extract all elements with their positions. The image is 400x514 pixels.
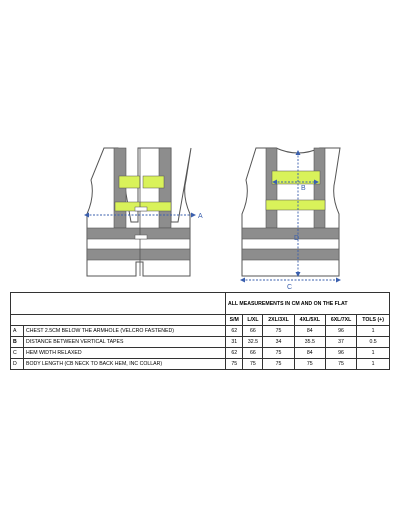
back-upper-horizontal-band [242,228,339,239]
row-value: 35.5 [294,337,325,348]
vest-front-view [84,148,203,276]
table-row [11,326,390,337]
measure-a-label: A [198,213,203,220]
table-title-blank-cell [11,293,226,315]
measure-a-arrow-right [191,213,196,218]
row-value: 75 [226,359,243,370]
measure-c-arrow-left [240,278,245,283]
back-right-vertical-tape [314,148,325,228]
row-value: 62 [226,348,243,359]
measure-c-label: C [287,284,293,290]
size-header: 6XL/7XL [325,315,356,326]
size-header-blank-cell [11,315,226,326]
row-value: 37 [325,337,356,348]
row-value: 66 [243,326,263,337]
tolerance-header: TOLS (+) [357,315,390,326]
row-key: A [11,326,24,337]
row-value: 75 [243,359,263,370]
front-velcro-tab-bottom [135,235,147,239]
row-tolerance: 1 [357,348,390,359]
size-header: S/M [226,315,243,326]
row-description: HEM WIDTH RELAXED [24,348,226,359]
row-key: C [11,348,24,359]
front-lower-horizontal-band [87,249,190,260]
row-value: 84 [294,326,325,337]
row-value: 31 [226,337,243,348]
row-value: 75 [325,359,356,370]
front-right-fluorescent-panel [143,176,164,188]
vest-diagrams [0,130,400,290]
table-title: ALL MEASUREMENTS IN CM AND ON THE FLAT [226,293,390,315]
row-key: B [11,337,24,348]
row-value: 96 [325,326,356,337]
front-velcro-tab-top [135,207,147,211]
table-size-header-row [11,315,390,326]
row-value: 75 [263,326,294,337]
table-row [11,348,390,359]
row-value: 34 [263,337,294,348]
measure-c-arrow-right [336,278,341,283]
vest-back-view [240,148,341,290]
row-key: D [11,359,24,370]
row-value: 75 [263,359,294,370]
row-tolerance: 1 [357,359,390,370]
measure-d-label: D [294,235,300,242]
back-lower-horizontal-band [242,249,339,260]
table-title-row [11,293,390,315]
table-row [11,359,390,370]
row-value: 62 [226,326,243,337]
table-row [11,337,390,348]
measure-b-label: B [301,185,306,192]
row-tolerance: 1 [357,326,390,337]
row-value: 84 [294,348,325,359]
row-value: 96 [325,348,356,359]
front-left-fluorescent-panel [119,176,140,188]
back-left-vertical-tape [266,148,277,228]
size-header: 2XL/3XL [263,315,294,326]
size-header: 4XL/5XL [294,315,325,326]
row-description: CHEST 2.5CM BELOW THE ARMHOLE (VELCRO FASTENED) [24,326,226,337]
row-value: 32.5 [243,337,263,348]
size-header: L/XL [243,315,263,326]
row-value: 75 [263,348,294,359]
row-description: DISTANCE BETWEEN VERTICAL TAPES [24,337,226,348]
row-value: 66 [243,348,263,359]
row-description: BODY LENGTH (CB NECK TO BACK HEM, INC COLLAR) [24,359,226,370]
back-lower-fluorescent-band [266,200,325,210]
size-chart-table [10,292,390,370]
row-value: 75 [294,359,325,370]
row-tolerance: 0.5 [357,337,390,348]
